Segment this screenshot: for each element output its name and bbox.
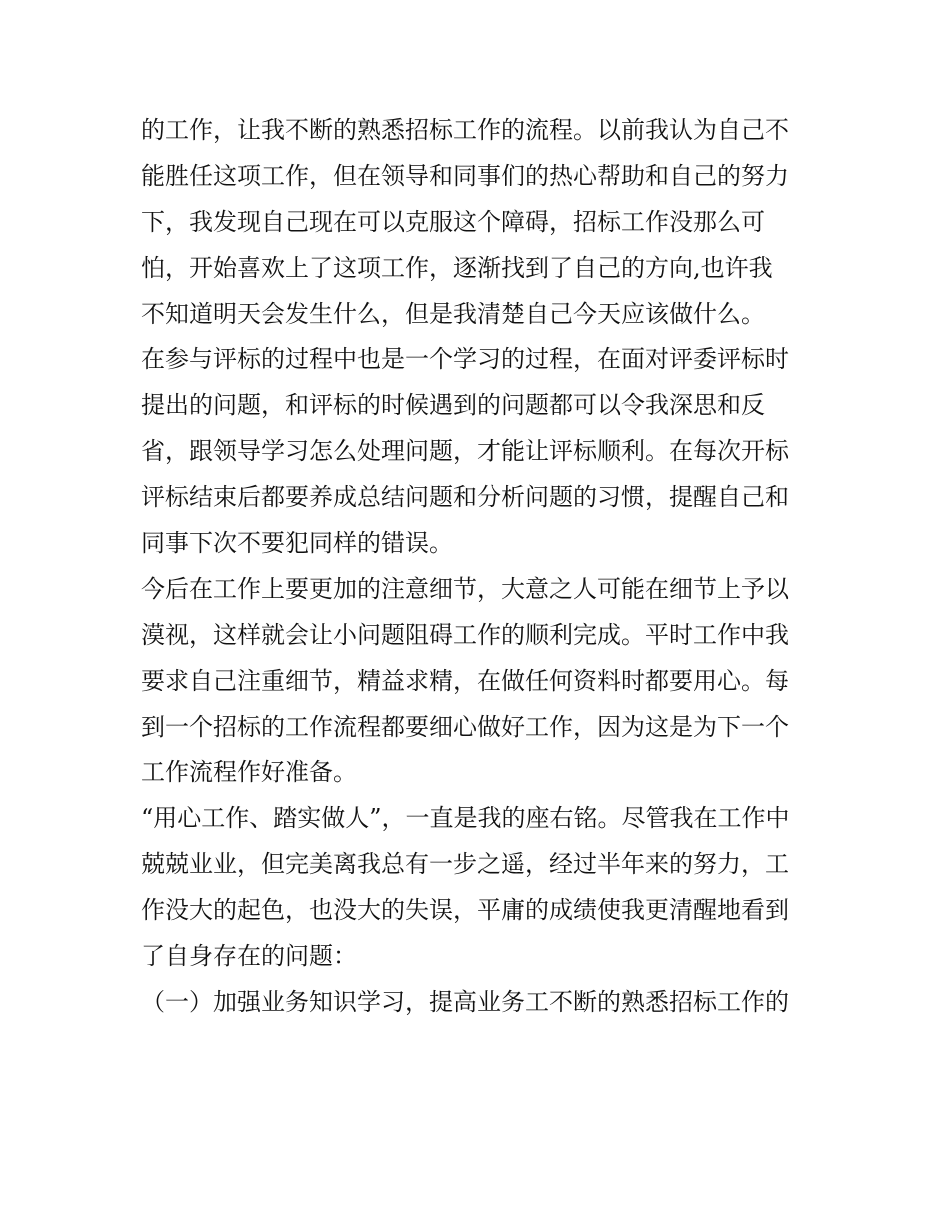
text-line: 作没大的起色，也没大的失误，平庸的成绩使我更清醒地看到 [141, 896, 789, 925]
text-line: 漠视，这样就会让小问题阻碍工作的顺利完成。平时工作中我 [141, 620, 789, 649]
text-line: 在参与评标的过程中也是一个学习的过程，在面对评委评标时 [141, 345, 789, 374]
text-line: 同事下次不要犯同样的错误。 [141, 529, 453, 558]
text-line: 了自身存在的问题： [141, 942, 357, 971]
text-line: 的工作，让我不断的熟悉招标工作的流程。以前我认为自己不 [141, 116, 789, 144]
text-line: 下，我发现自己现在可以克服这个障碍，招标工作没那么可 [141, 207, 765, 236]
text-line: 不知道明天会发生什么，但是我清楚自己今天应该做什么。 [141, 299, 765, 328]
body-text [141, 108, 821, 1026]
text-line: 怕，开始喜欢上了这项工作，逐渐找到了自己的方向,也许我 [141, 253, 773, 282]
text-line: 要求自己注重细节，精益求精，在做任何资料时都要用心。每 [141, 666, 789, 695]
text-line: 评标结束后都要养成总结问题和分析问题的习惯，提醒自己和 [141, 483, 789, 512]
text-line: “用心工作、踏实做人”，一直是我的座右铭。尽管我在工作中 [141, 804, 790, 833]
text-line: 今后在工作上要更加的注意细节，大意之人可能在细节上予以 [141, 574, 789, 603]
text-line: 能胜任这项工作，但在领导和同事们的热心帮助和自己的努力 [141, 161, 789, 190]
text-line: 兢兢业业，但完美离我总有一步之遥，经过半年来的努力，工 [141, 850, 789, 879]
text-line: 到一个招标的工作流程都要细心做好工作，因为这是为下一个 [141, 712, 789, 741]
text-line: 工作流程作好准备。 [141, 758, 357, 787]
text-line: 省，跟领导学习怎么处理问题，才能让评标顺利。在每次开标 [141, 437, 789, 466]
text-line: 提出的问题，和评标的时候遇到的问题都可以令我深思和反 [141, 391, 765, 420]
text-line: （一）加强业务知识学习，提高业务工不断的熟悉招标工作的 [141, 987, 789, 1016]
